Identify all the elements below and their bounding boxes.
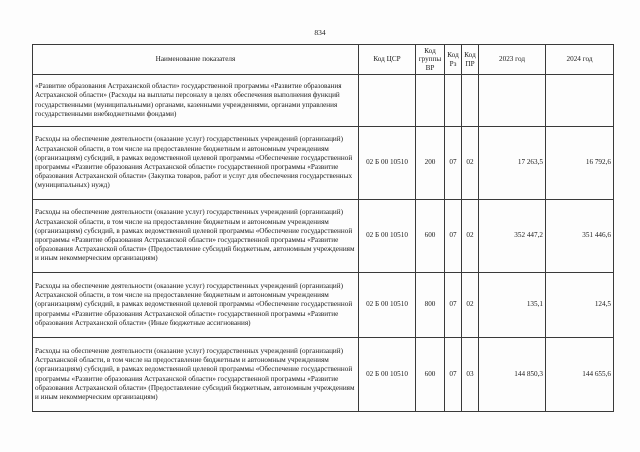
row-csr	[359, 75, 416, 127]
table-row	[33, 200, 614, 273]
row-2023: 352 447,2	[479, 200, 546, 273]
header-csr: Код ЦСР	[359, 45, 416, 75]
row-rz: 07	[445, 200, 462, 273]
row-name: «Развитие образования Астраханской области» государственной программы «Развитие образования Астраханской области» (Расходы на выплаты персоналу в целях обеспечения выполнения функций государственными (муниципальными) органами, казенными учреждениями, органами управления государственными внебюджетными фондами)	[33, 75, 359, 127]
row-name: Расходы на обеспечение деятельности (оказание услуг) государственных учреждений (организаций) Астраханской области, в том числе на предоставление бюджетным и автономным учреждениям (организациям) субсидий, в рамках ведомственной целевой программы «Обеспечение государственной программы «Развитие образования Астраханской области» государственной программы «Развитие образования Астраханской области» (Предоставление субсидий бюджетным, автономным учреждениям и иным некоммерческим организациям)	[33, 338, 359, 412]
row-2023	[479, 75, 546, 127]
header-rz: Код Рз	[445, 45, 462, 75]
header-vr: Код группы ВР	[416, 45, 445, 75]
row-pr: 02	[462, 200, 479, 273]
budget-table	[32, 44, 614, 412]
header-pr: Код ПР	[462, 45, 479, 75]
header-2023: 2023 год	[479, 45, 546, 75]
row-rz: 07	[445, 273, 462, 338]
table-header-row	[33, 45, 614, 75]
row-2024: 124,5	[546, 273, 614, 338]
header-name: Наименование показателя	[33, 45, 359, 75]
row-csr: 02 Б 00 10510	[359, 273, 416, 338]
row-name: Расходы на обеспечение деятельности (оказание услуг) государственных учреждений (организаций) Астраханской области, в том числе на предоставление бюджетным и автономным учреждениям (организациям) субсидий, в рамках ведомственной целевой программы «Обеспечение государственной программы «Развитие образования Астраханской области» государственной программы «Развитие образования Астраханской области» (Предоставление субсидий бюджетным, автономным учреждениям и иным некоммерческим организациям)	[33, 200, 359, 273]
row-vr: 800	[416, 273, 445, 338]
row-2024: 16 792,6	[546, 127, 614, 200]
row-vr	[416, 75, 445, 127]
row-name: Расходы на обеспечение деятельности (оказание услуг) государственных учреждений (организаций) Астраханской области, в том числе на предоставление бюджетным и автономным учреждениям (организациям) субсидий, в рамках ведомственной целевой программы «Обеспечение государственной программы «Развитие образования Астраханской области» государственной программы «Развитие образования Астраханской области» (Закупка товаров, работ и услуг для обеспечения государственных (муниципальных) нужд)	[33, 127, 359, 200]
table-row	[33, 338, 614, 412]
row-pr: 02	[462, 273, 479, 338]
row-csr: 02 Б 00 10510	[359, 200, 416, 273]
row-2023: 144 850,3	[479, 338, 546, 412]
row-pr	[462, 75, 479, 127]
row-vr: 600	[416, 338, 445, 412]
row-csr: 02 Б 00 10510	[359, 127, 416, 200]
row-rz	[445, 75, 462, 127]
table-row	[33, 75, 614, 127]
row-name: Расходы на обеспечение деятельности (оказание услуг) государственных учреждений (организаций) Астраханской области, в том числе на предоставление бюджетным и автономным учреждениям (организациям) субсидий, в рамках ведомственной целевой программы «Обеспечение государственной программы «Развитие образования Астраханской области» государственной программы «Развитие образования Астраханской области» (Иные бюджетные ассигнования)	[33, 273, 359, 338]
row-2024: 351 446,6	[546, 200, 614, 273]
row-2023: 135,1	[479, 273, 546, 338]
row-rz: 07	[445, 127, 462, 200]
row-pr: 02	[462, 127, 479, 200]
page-number: 834	[314, 28, 326, 37]
row-2024: 144 655,6	[546, 338, 614, 412]
header-2024: 2024 год	[546, 45, 614, 75]
row-rz: 07	[445, 338, 462, 412]
table-row	[33, 273, 614, 338]
row-pr: 03	[462, 338, 479, 412]
row-2024	[546, 75, 614, 127]
row-vr: 200	[416, 127, 445, 200]
table-row	[33, 127, 614, 200]
row-csr: 02 Б 00 10510	[359, 338, 416, 412]
row-2023: 17 263,5	[479, 127, 546, 200]
row-vr: 600	[416, 200, 445, 273]
